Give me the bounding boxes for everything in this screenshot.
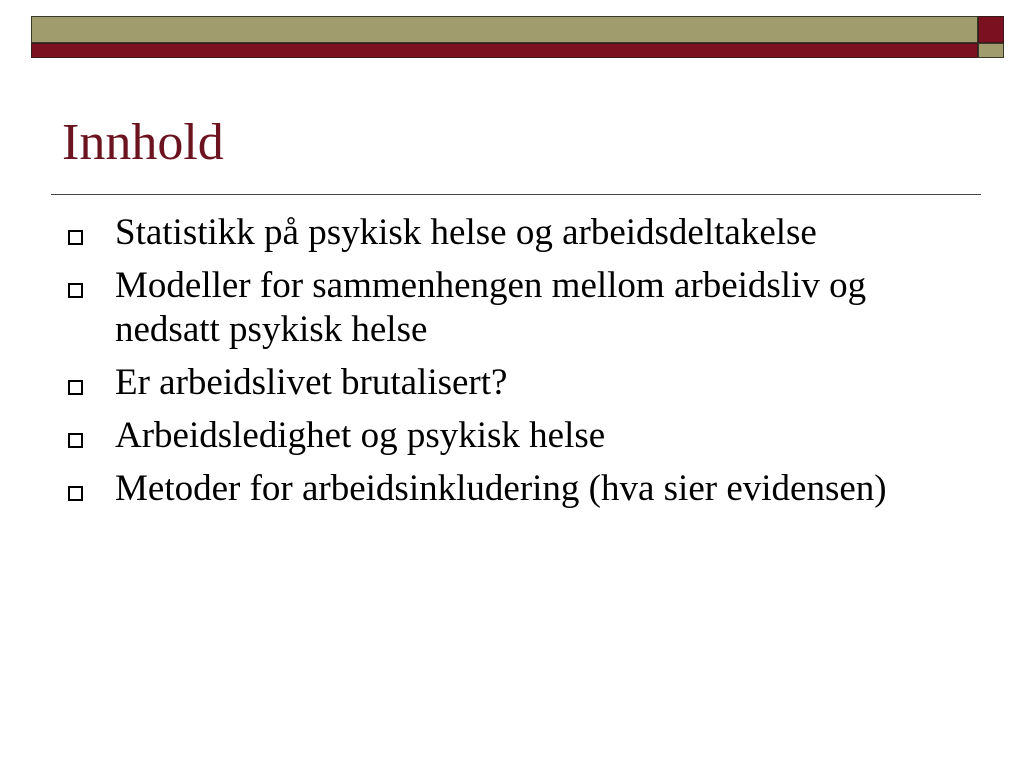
header-band-maroon <box>31 43 978 58</box>
slide-title: Innhold <box>62 114 224 171</box>
bullet-text: Statistikk på psykisk helse og arbeidsdeltakelse <box>115 212 817 253</box>
hollow-square-icon <box>68 230 83 245</box>
bullet-item <box>66 361 946 405</box>
bullet-list <box>66 211 946 520</box>
title-underline <box>51 194 981 195</box>
bullet-text: Metoder for arbeidsinkludering (hva sier evidensen) <box>115 468 887 509</box>
bullet-item <box>66 467 946 511</box>
hollow-square-icon <box>68 283 83 298</box>
bullet-item <box>66 414 946 458</box>
corner-square-maroon <box>978 16 1004 43</box>
hollow-square-icon <box>68 486 83 501</box>
bullet-item <box>66 211 946 255</box>
bullet-item <box>66 264 946 352</box>
bullet-text: Er arbeidslivet brutalisert? <box>115 362 508 403</box>
hollow-square-icon <box>68 433 83 448</box>
header-band-olive <box>31 16 978 43</box>
bullet-text: Modeller for sammenhengen mellom arbeidsliv og nedsatt psykisk helse <box>115 265 867 350</box>
bullet-text: Arbeidsledighet og psykisk helse <box>115 415 606 456</box>
corner-square-olive <box>978 43 1004 58</box>
hollow-square-icon <box>68 380 83 395</box>
